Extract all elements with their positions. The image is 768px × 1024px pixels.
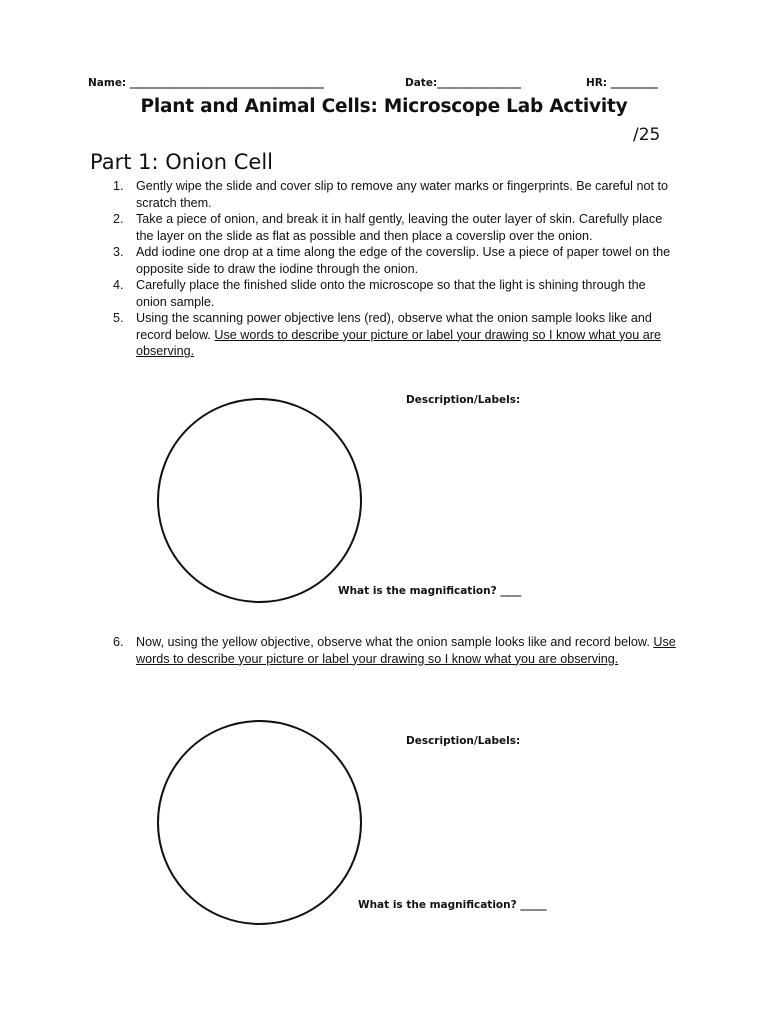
magnification-question: What is the magnification? _____ — [358, 899, 547, 911]
instruction-step: 5. Using the scanning power objective lens (red), observe what the onion sample looks like and record below. Use words to describe your picture or label your drawing so I know what you are observing. — [113, 311, 661, 358]
instruction-step: 3. Add iodine one drop at a time along the edge of the coverslip. Use a piece of paper towel on the opposite side to draw the iodine through the onion. — [113, 245, 671, 276]
drawing-circle[interactable] — [157, 398, 362, 603]
instruction-step: 2. Take a piece of onion, and break it in half gently, leaving the outer layer of skin. Carefully place the layer on the slide as flat as possible and then place a coverslip over the onion. — [113, 212, 663, 243]
hr-field-label: HR: _________ — [586, 77, 658, 89]
instruction-step: 4. Carefully place the finished slide onto the microscope so that the light is shining through the onion sample. — [113, 278, 646, 309]
score-total: /25 — [633, 125, 661, 145]
date-field-label: Date:________________ — [405, 77, 522, 89]
instruction-list — [110, 634, 676, 667]
magnification-question: What is the magnification? ____ — [338, 585, 522, 597]
drawing-circle[interactable] — [157, 720, 362, 925]
name-field-label: Name: _____________________________________ — [88, 77, 325, 89]
worksheet-title: Plant and Animal Cells: Microscope Lab Activity — [140, 96, 628, 117]
part-title: Part 1: Onion Cell — [90, 150, 274, 174]
instruction-list — [110, 178, 676, 360]
instruction-step: 6. Now, using the yellow objective, observe what the onion sample looks like and record below. Use words to describe your picture or label your drawing so I know what you are observing. — [113, 635, 676, 666]
instruction-step: 1. Gently wipe the slide and cover slip to remove any water marks or fingerprints. Be careful not to scratch them. — [113, 179, 668, 210]
description-labels-heading: Description/Labels: — [406, 735, 521, 747]
description-labels-heading: Description/Labels: — [406, 394, 521, 406]
